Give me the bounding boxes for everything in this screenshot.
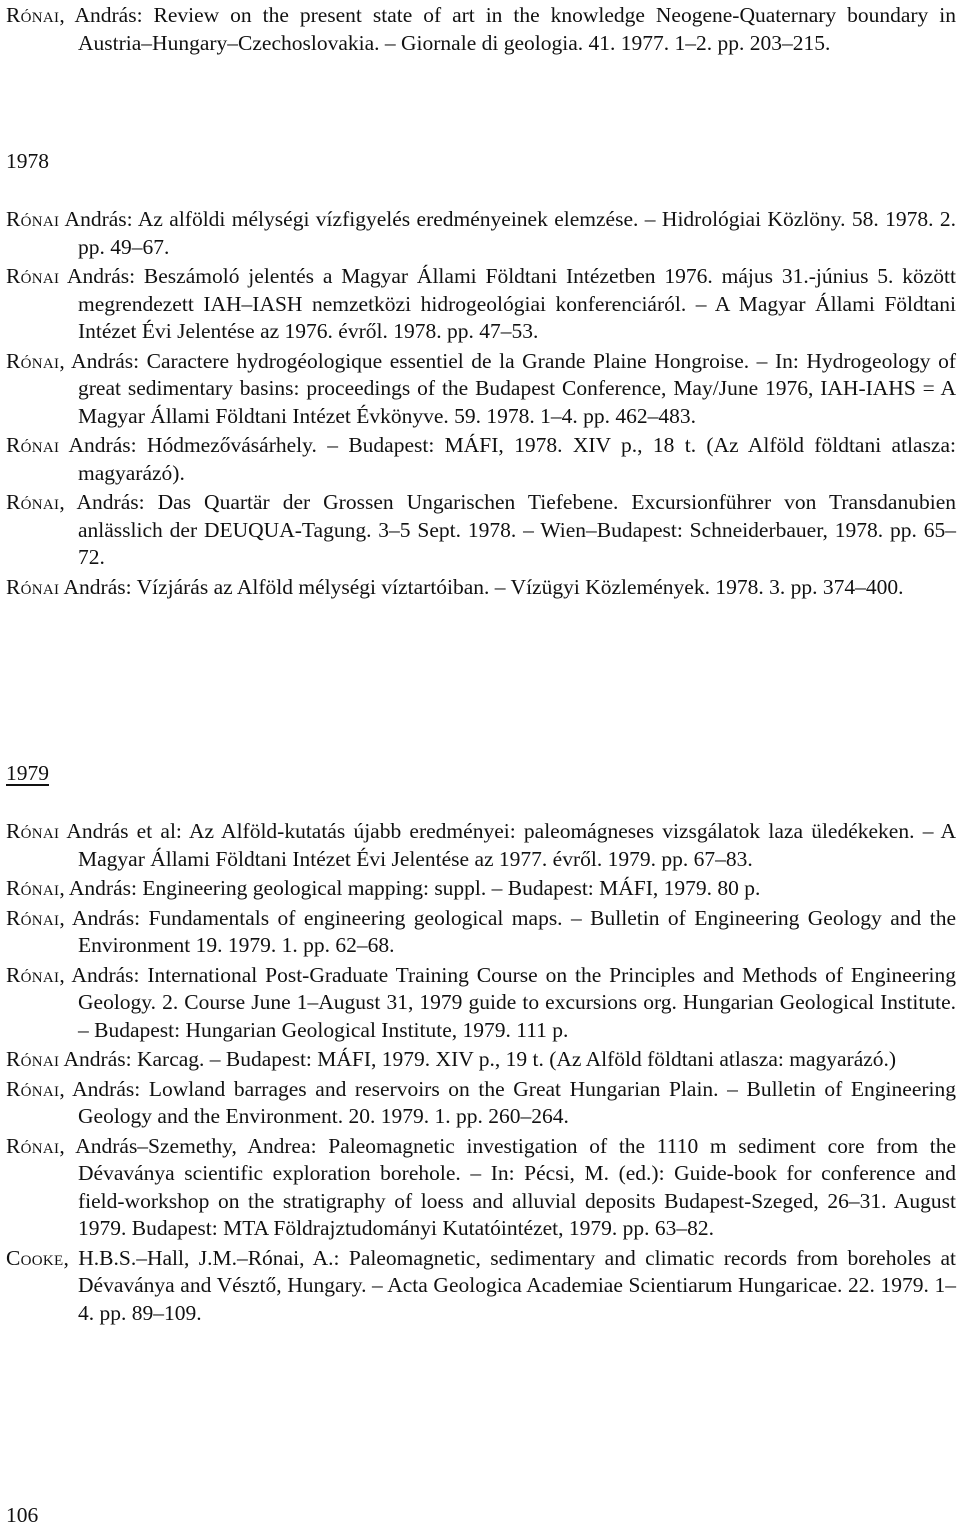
bib-entry (6, 1046, 956, 1074)
entry-text: , András: Das Quartär der Grossen Ungarischen Tiefebene. Excursionführer von Transdanubien anlässlich der DEUQUA-Tagung. 3–5 Sept. 1978. – Wien–Budapest: Schneiderbauer, 1978. pp. 65–72. (59, 490, 956, 569)
entry-text: , András: International Post-Graduate Training Course on the Principles and Methods of Engineering Geology. 2. Course June 1–August 31, 1979 guide to excursions org. Hungarian Geological Institute. – Budapest: Hungarian Geological Institute, 1979. 111 p. (59, 962, 956, 1042)
entry-text: , András: Caractere hydrogéologique essentiel de la Grande Plaine Hongroise. – In: Hydrogeology of great sedimentary basins: proceedings of the Budapest Conference, May/June 1976, IAH-IAHS = A Magyar Állami Földtani Intézet Évkönyve. 59. 1978. 1–4. pp. 462–483. (59, 348, 956, 428)
bib-entry (6, 2, 956, 57)
bib-entry (6, 348, 956, 431)
entry-text: András et al: Az Alföld-kutatás újabb eredményei: paleomágneses vizsgálatok laza üledékeken. – A Magyar Állami Földtani Intézet Évi Jelentése az 1977. évről. 1979. pp. 67–83. (59, 819, 956, 871)
entry-text: András: Vízjárás az Alföld mélységi víztartóiban. – Vízügyi Közlemények. 1978. 3. pp. 374–400. (59, 574, 904, 599)
bib-entry (6, 489, 956, 572)
entry-text: , András: Engineering geological mapping: suppl. – Budapest: MÁFI, 1979. 80 p. (59, 876, 761, 900)
entry-text: András: Hódmezővásárhely. – Budapest: MÁFI, 1978. XIV p., 18 t. (Az Alföld földtani atlasza: magyarázó). (59, 433, 956, 485)
bib-entry (6, 206, 956, 261)
bib-entry (6, 962, 956, 1045)
author-name: Rónai (6, 962, 60, 987)
author-name: Rónai (6, 264, 60, 288)
author-name: Rónai (6, 1047, 60, 1071)
author-name: Rónai (6, 1076, 60, 1101)
author-name: Rónai (6, 433, 60, 457)
bib-entry (6, 1133, 956, 1243)
author-name: Rónai (6, 876, 60, 900)
entry-text: András: Karcag. – Budapest: MÁFI, 1979. XIV p., 19 t. (Az Alföld földtani atlasza: magyarázó.) (59, 1047, 897, 1071)
section-1979-entries (6, 818, 956, 1329)
author-name: Rónai (6, 1133, 60, 1158)
author-name: Rónai (6, 3, 60, 27)
year-heading-1979: 1979 (6, 761, 49, 785)
bib-entry (6, 818, 956, 873)
entry-text: , András: Fundamentals of engineering geological maps. – Bulletin of Engineering Geology and the Environment 19. 1979. 1. pp. 62–68. (59, 905, 956, 957)
entry-text: , András: Lowland barrages and reservoirs on the Great Hungarian Plain. – Bulletin of Engineering Geology and the Environment. 20. 1979. 1. pp. 260–264. (59, 1076, 956, 1128)
year-heading-1978: 1978 (6, 149, 49, 173)
section-1978-entries (6, 206, 956, 603)
entry-text: , András: Review on the present state of art in the knowledge Neogene-Quaternary boundary in Austria–Hungary–Czechoslovakia. – Giornale di geologia. 41. 1977. 1–2. pp. 203–215. (59, 3, 956, 55)
entry-text: , András–Szemethy, Andrea: Paleomagnetic investigation of the 1110 m sediment core from the Dévaványa scientific exploration borehole. – In: Pécsi, M. (ed.): Guide-book for conference and field-workshop on the stratigraphy of loess and alluvial deposits Budapest-Szeged, 26–31. August 1979. Budapest: MTA Földrajztudományi Kutatóintézet, 1979. pp. 63–82. (59, 1133, 956, 1240)
entry-text: András: Az alföldi mélységi vízfigyelés eredményeinek elemzése. – Hidrológiai Közlöny. 58. 1978. 2. pp. 49–67. (59, 207, 956, 259)
bib-entry (6, 1245, 956, 1328)
bib-entry (6, 263, 956, 346)
author-name: Rónai (6, 207, 60, 231)
page-number: 106 (6, 1503, 39, 1527)
author-name: Rónai (6, 905, 60, 930)
author-name: Rónai (6, 348, 60, 373)
author-name: Rónai (6, 574, 60, 599)
author-name: Rónai (6, 819, 60, 843)
bib-entry (6, 875, 956, 903)
intro-entries (6, 2, 956, 59)
bib-entry (6, 1076, 956, 1131)
author-name: Cooke (6, 1245, 64, 1270)
entry-text: , H.B.S.–Hall, J.M.–Rónai, A.: Paleomagnetic, sedimentary and climatic records from boreholes at Dévaványa and Vésztő, Hungary. – Acta Geologica Academiae Scientiarum Hungaricae. 22. 1979. 1–4. pp. 89–109. (63, 1245, 956, 1325)
entry-text: András: Beszámoló jelentés a Magyar Állami Földtani Intézetben 1976. május 31.-június 5. között megrendezett IAH–IASH nemzetközi hidrogeológiai konferenciáról. – A Magyar Állami Földtani Intézet Évi Jelentése az 1976. évről. 1978. pp. 47–53. (59, 264, 956, 343)
bib-entry (6, 905, 956, 960)
bib-entry (6, 574, 956, 602)
bib-entry (6, 432, 956, 487)
author-name: Rónai (6, 490, 60, 514)
